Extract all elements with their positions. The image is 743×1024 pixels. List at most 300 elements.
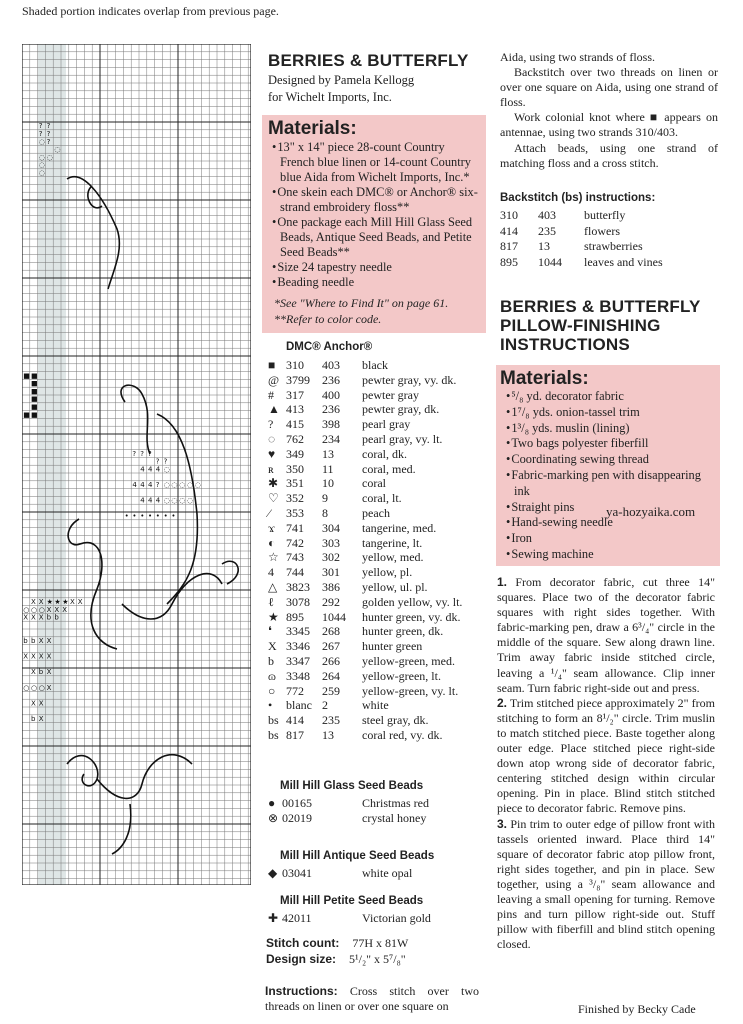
stitching-note: Aida, using two strands of floss.	[500, 50, 655, 64]
backstitch-anchor: 403	[538, 208, 556, 222]
chart-symbol: ?	[46, 130, 51, 138]
chart-symbol: ◌	[187, 496, 194, 505]
dmc-number: 772	[286, 683, 304, 698]
stitch-count-label: Stitch count:	[266, 936, 340, 950]
anchor-number: 304	[322, 520, 340, 535]
anchor-number: 267	[322, 639, 340, 654]
floss-symbol: ℓ	[268, 594, 274, 609]
bead-symbol: ●	[268, 796, 276, 810]
step-number: 1.	[497, 575, 508, 589]
instructions-intro	[265, 984, 479, 1014]
floss-color-name: coral red, vy. dk.	[362, 727, 443, 742]
chart-symbol: ★	[54, 598, 61, 606]
chart-symbol: ○	[31, 683, 38, 692]
backstitch-row	[500, 255, 715, 271]
floss-row	[268, 713, 488, 728]
dmc-number: 741	[286, 520, 304, 535]
anchor-header: Anchor®	[323, 341, 373, 353]
floss-symbol: ■	[268, 358, 276, 372]
floss-symbol: ?	[268, 417, 274, 432]
pillow-materials-item: • Two bags polyester fiberfill	[506, 436, 716, 452]
floss-symbol: ♥	[268, 446, 276, 461]
chart-symbol: ■	[31, 403, 38, 411]
floss-row	[268, 565, 488, 580]
stitching-note: Backstitch over two threads on linen or over one square on Aida, using one strand of floss.	[500, 65, 718, 110]
materials-note: *See "Where to Find It" on page 61.	[274, 296, 449, 310]
chart-symbol: ○	[23, 605, 30, 614]
floss-symbol: b	[268, 653, 274, 668]
floss-row	[268, 654, 488, 669]
anchor-number: 236	[322, 402, 340, 417]
bead-group-heading: Mill Hill Petite Seed Beads	[280, 895, 424, 907]
floss-row	[268, 373, 488, 388]
floss-color-name: black	[362, 358, 388, 372]
chart-symbol: X	[38, 715, 44, 723]
chart-symbol: X	[46, 637, 52, 645]
stitch-count	[266, 936, 408, 951]
floss-color-name: coral, lt.	[362, 491, 402, 506]
chart-symbol: X	[38, 598, 44, 606]
materials-item: • 13" x 14" piece 28-count Country French blue linen or 14-count Country blue Aida from Wichelt Imports, Inc.*	[272, 140, 482, 185]
floss-row	[268, 698, 488, 713]
dmc-number: 3078	[286, 594, 310, 609]
floss-color-name: yellow-green, lt.	[362, 668, 441, 683]
dmc-header: DMC®	[286, 341, 321, 353]
floss-row	[268, 417, 488, 432]
pattern-title: BERRIES & BUTTERFLY	[268, 51, 469, 70]
anchor-number: 259	[322, 683, 340, 698]
pillow-materials-item: • Coordinating sewing thread	[506, 452, 716, 468]
floss-symbol: ✱	[268, 476, 279, 491]
instructions-label: Instructions:	[265, 984, 338, 998]
pillow-materials-list	[506, 389, 716, 563]
backstitch-dmc: 414	[500, 223, 518, 238]
chart-symbol: X	[31, 598, 36, 606]
floss-color-name: pewter gray, vy. dk.	[362, 372, 457, 387]
backstitch-dmc: 310	[500, 208, 518, 222]
floss-color-name: peach	[362, 505, 390, 520]
chart-symbol: 4	[132, 481, 137, 489]
materials-item: • One skein each DMC® or Anchor® six-strand embroidery floss**	[272, 185, 482, 215]
floss-color-name: pewter gray, dk.	[362, 402, 440, 417]
chart-symbol: ◌	[179, 481, 186, 489]
bead-row	[268, 811, 488, 826]
chart-symbol: ◌	[54, 145, 61, 154]
chart-symbol: X	[70, 598, 75, 606]
chart-symbol: b	[46, 613, 52, 622]
floss-symbol: ❛	[268, 624, 272, 639]
floss-color-name: pearl gray	[362, 417, 411, 432]
bead-number: 00165	[282, 796, 312, 810]
design-size-value: 5¹/₂" x 5⁷/₈"	[349, 952, 406, 966]
chart-symbol: •	[148, 512, 153, 521]
chart-symbol: •	[163, 512, 168, 521]
pillow-step	[497, 817, 715, 953]
bead-symbol: ✚	[268, 911, 279, 925]
chart-symbol: 4	[148, 481, 153, 489]
dmc-number: 895	[286, 609, 304, 624]
anchor-number: 8	[322, 505, 328, 520]
chart-symbol: 4	[148, 465, 153, 474]
chart-symbol: ■	[23, 371, 30, 380]
backstitch-use: leaves and vines	[584, 254, 663, 269]
bead-symbol: ◆	[268, 866, 278, 880]
design-size	[266, 952, 406, 967]
materials-box	[262, 115, 486, 333]
chart-symbol: ?	[155, 481, 160, 489]
chart-symbol: ◌	[171, 481, 178, 489]
pillow-materials-item: • ⁵/₈ yd. decorator fabric	[506, 389, 716, 405]
anchor-number: 398	[322, 417, 340, 432]
watermark: ya-hozyaika.com	[606, 504, 696, 519]
dmc-number: 3799	[286, 372, 310, 387]
anchor-number: 386	[322, 579, 340, 594]
floss-color-name: tangerine, med.	[362, 520, 437, 535]
chart-symbol: ◌	[46, 153, 53, 162]
stitching-note: Attach beads, using one strand of matching floss and a cross stitch.	[500, 140, 718, 170]
chart-symbol: ★	[46, 598, 53, 606]
floss-symbol: ▲	[268, 402, 280, 417]
floss-symbol: @	[268, 372, 280, 387]
floss-row	[268, 610, 488, 625]
step-number: 2.	[497, 695, 508, 710]
backstitch-anchor: 235	[538, 223, 556, 238]
anchor-number: 234	[322, 431, 340, 446]
floss-symbol: ☆	[268, 550, 279, 565]
anchor-number: 292	[322, 594, 340, 609]
chart-symbol: X	[77, 598, 83, 606]
chart-symbol: ?	[46, 122, 51, 131]
chart-symbol: X	[38, 637, 44, 645]
chart-symbol: 4	[140, 465, 145, 474]
floss-color-name: coral, med.	[362, 461, 416, 476]
chart-symbol: X	[46, 605, 52, 614]
pillow-materials-item: • Iron	[506, 531, 716, 547]
chart-symbol: 4	[140, 481, 145, 489]
floss-color-name: pewter gray	[362, 387, 419, 402]
floss-symbol: ʀ	[268, 461, 274, 476]
backstitch-table	[500, 208, 715, 270]
floss-row	[268, 684, 488, 699]
dmc-number: 742	[286, 535, 304, 550]
dmc-number: 317	[286, 387, 304, 402]
floss-symbol: X	[268, 639, 277, 654]
chart-symbol: X	[38, 699, 44, 708]
chart-symbol: X	[31, 652, 36, 661]
materials-heading: Materials:	[268, 118, 357, 139]
materials-item: • Size 24 tapestry needle	[272, 260, 482, 275]
chart-symbol: X	[46, 668, 52, 677]
backstitch-anchor: 1044	[538, 254, 562, 269]
dmc-number: blanc	[286, 698, 312, 713]
floss-row	[268, 728, 488, 743]
pillow-materials-item: • 1⁷/₈ yds. onion-tassel trim	[506, 405, 716, 421]
floss-symbol: bs	[268, 713, 279, 728]
chart-symbol: ◌	[38, 137, 45, 146]
chart-symbol: ■	[31, 387, 38, 396]
backstitch-row	[500, 208, 715, 224]
step-text: Pin trim to outer edge of pillow front with tassels oriented inward. Place third 14" square of decorator fabric atop pillow front, right sides together, and pin in place. Sew together, using a ³/₈" seam allowance and leaving a small opening for turning. Remove pins and turn pillow right-side out. Stuff pillow with fiberfill and blind stitch opening closed.	[497, 816, 715, 952]
dmc-number: 743	[286, 550, 304, 565]
anchor-number: 264	[322, 668, 340, 683]
chart-symbol: •	[124, 512, 129, 521]
backstitch-heading: Backstitch (bs) instructions:	[500, 192, 656, 204]
anchor-number: 2	[322, 698, 328, 713]
dmc-number: 3823	[286, 579, 310, 594]
backstitch-anchor: 13	[538, 239, 550, 253]
floss-row	[268, 388, 488, 403]
design-size-label: Design size:	[266, 952, 337, 966]
chart-symbol: ■	[23, 410, 30, 419]
chart-symbol: X	[46, 683, 52, 692]
anchor-number: 10	[322, 476, 334, 491]
pillow-step	[497, 575, 715, 696]
backstitch-dmc: 817	[500, 239, 518, 253]
bead-group-heading: Mill Hill Glass Seed Beads	[280, 780, 424, 792]
materials-item: • Beading needle	[272, 275, 482, 290]
backstitch-row	[500, 224, 715, 240]
chart-symbol: X	[38, 613, 44, 622]
floss-symbol: ★	[268, 609, 279, 624]
floss-row	[268, 639, 488, 654]
bead-color-name: Christmas red	[362, 796, 429, 810]
bead-number: 03041	[282, 866, 312, 880]
company: for Wichelt Imports, Inc.	[268, 90, 392, 104]
dmc-number: 349	[286, 446, 304, 461]
anchor-number: 236	[322, 372, 340, 387]
anchor-number: 268	[322, 624, 340, 639]
floss-row	[268, 624, 488, 639]
floss-color-name: hunter green, dk.	[362, 624, 444, 639]
chart-symbol: ◌	[171, 496, 178, 505]
chart-symbol: ◌	[38, 161, 45, 170]
chart-symbol: ○	[38, 683, 45, 692]
chart-symbol: ?	[148, 449, 152, 458]
floss-row	[268, 447, 488, 462]
bead-number: 42011	[282, 911, 312, 925]
floss-symbol: ♡	[268, 491, 279, 506]
backstitch-use: butterfly	[584, 208, 626, 222]
anchor-number: 11	[322, 461, 334, 476]
floss-color-name: coral	[362, 476, 386, 491]
floss-symbol: ⁄	[268, 505, 271, 520]
chart-symbol: X	[46, 652, 52, 661]
chart-symbol: ◌	[38, 153, 45, 162]
floss-symbol: ◐	[268, 535, 276, 550]
chart-symbol: ?	[155, 457, 160, 466]
chart-symbol: ◌	[38, 169, 45, 177]
floss-symbol: #	[268, 387, 274, 402]
floss-color-name: yellow, ul. pl.	[362, 579, 428, 594]
floss-row	[268, 402, 488, 417]
floss-row	[268, 521, 488, 536]
chart-symbol: X	[31, 613, 36, 622]
floss-color-name: yellow-green, med.	[362, 653, 455, 668]
chart-symbol: ★	[62, 598, 69, 606]
pillow-materials-item: • Fabric-marking pen with disappearing ink	[506, 468, 716, 500]
bead-row	[268, 911, 488, 926]
floss-row	[268, 595, 488, 610]
chart-symbol: 4	[140, 496, 145, 505]
step-text: Trim stitched piece approximately 2" from stitching to form an 8¹/₂" circle. Trim muslin to match stitched piece. Baste together along outer edge. Place stitched piece right-side down atop wrong side of decorator fabric, centering stitched design within circular opening. Pin in place. Blind stitch stitched piece to decorator fabric. Remove pins.	[497, 695, 715, 816]
chart-symbol: •	[132, 512, 137, 521]
chart-symbol: ?	[46, 137, 51, 146]
anchor-number: 400	[322, 387, 340, 402]
pillow-step	[497, 696, 715, 817]
floss-row	[268, 536, 488, 551]
bead-row	[268, 796, 488, 811]
bead-symbol: ⊗	[268, 811, 279, 825]
floss-color-name: coral, dk.	[362, 446, 407, 461]
backstitch-use: strawberries	[584, 239, 643, 253]
dmc-number: 413	[286, 402, 304, 417]
chart-symbol: ■	[31, 395, 38, 404]
chart-symbol: ?	[38, 122, 43, 131]
dmc-number: 3348	[286, 668, 310, 683]
floss-color-name: yellow-green, vy. lt.	[362, 683, 459, 698]
backstitch-use: flowers	[584, 223, 620, 238]
pillow-steps	[497, 575, 715, 952]
dmc-number: 353	[286, 505, 304, 520]
dmc-number: 310	[286, 358, 304, 372]
stitching-note: Work colonial knot where ■ appears on antennae, using two strands 310/403.	[500, 110, 718, 140]
floss-color-name: hunter green, vy. dk.	[362, 609, 461, 624]
chart-symbol: X	[23, 613, 28, 622]
chart-symbol: •	[171, 512, 176, 521]
floss-symbol: bs	[268, 727, 279, 742]
anchor-number: 403	[322, 358, 340, 372]
pillow-materials-item: • Sewing machine	[506, 547, 716, 563]
chart-symbol: b	[31, 715, 36, 723]
pillow-materials-box	[496, 365, 720, 566]
anchor-number: 303	[322, 535, 340, 550]
chart-symbol: 4	[148, 496, 153, 505]
dmc-number: 351	[286, 476, 304, 491]
floss-symbol: ϫ	[268, 520, 275, 535]
chart-symbol: 4	[155, 465, 161, 474]
floss-row	[268, 432, 488, 447]
bead-number: 02019	[282, 811, 312, 825]
dmc-number: 3346	[286, 639, 310, 654]
chart-symbol: •	[155, 512, 160, 521]
finisher-credit: Finished by Becky Cade	[578, 1002, 696, 1016]
dmc-number: 817	[286, 727, 304, 742]
chart-symbol: ■	[31, 379, 38, 388]
dmc-number: 3345	[286, 624, 310, 639]
dmc-number: 352	[286, 491, 304, 506]
chart-symbol: X	[62, 605, 67, 614]
floss-row	[268, 462, 488, 477]
materials-list	[272, 140, 482, 290]
floss-row	[268, 358, 488, 373]
instructions-text: Cross stitch over two threads on linen or over one square on	[265, 984, 479, 1014]
dmc-number: 350	[286, 461, 304, 476]
dmc-number: 414	[286, 713, 304, 728]
floss-row	[268, 506, 488, 521]
floss-color-name: golden yellow, vy. lt.	[362, 594, 463, 609]
floss-symbol: △	[268, 579, 278, 594]
floss-symbol: 4	[268, 565, 274, 580]
floss-symbol: ɷ	[268, 668, 276, 683]
chart-symbol: •	[140, 512, 145, 521]
step-number: 3.	[497, 816, 508, 831]
chart-symbol: X	[31, 699, 36, 708]
step-text: From decorator fabric, cut three 14" squares. Place two of the decorator fabric squares with right sides together. With fabric-marking pen, draw a 6³/₄" circle in the middle of the square. Sew along drawn line. Trim away fabric inside stitched circle, leaving a ¹/₄" seam allowance. Clip inner seam. Turn fabric right-side out and press.	[497, 575, 715, 695]
dmc-number: 3347	[286, 653, 310, 668]
anchor-number: 13	[322, 727, 334, 742]
chart-symbol: ◌	[163, 496, 170, 505]
bead-row	[268, 866, 488, 881]
anchor-number: 235	[322, 713, 340, 728]
chart-symbol: ■	[31, 371, 38, 380]
backstitch-row	[500, 239, 715, 255]
stitch-count-value: 77H x 81W	[352, 936, 409, 950]
floss-color-name: yellow, pl.	[362, 565, 413, 580]
chart-symbol: ?	[163, 457, 168, 466]
chart-symbol: ○	[38, 605, 45, 614]
chart-symbol: ◌	[194, 481, 201, 489]
chart-symbol: ◌	[187, 481, 194, 489]
floss-row	[268, 580, 488, 595]
designer: Designed by Pamela Kellogg	[268, 73, 415, 87]
chart-symbol: ◌	[163, 481, 170, 489]
chart-symbol: ?	[38, 130, 43, 138]
floss-symbol: ◌	[268, 431, 276, 446]
floss-color-name: hunter green	[362, 639, 423, 654]
anchor-number: 301	[322, 565, 340, 580]
chart-symbol: X	[38, 652, 44, 661]
pillow-materials-item: • Straight pins	[506, 500, 716, 516]
chart-symbol: X	[54, 605, 60, 614]
materials-note: **Refer to color code.	[274, 312, 382, 326]
bead-color-name: white opal	[362, 866, 413, 880]
chart-symbol: ○	[31, 605, 38, 614]
chart-symbol: ?	[140, 449, 144, 458]
pillow-materials-heading: Materials:	[500, 368, 589, 389]
pillow-materials-item: • 1³/₈ yds. muslin (lining)	[506, 421, 716, 437]
anchor-number: 13	[322, 446, 334, 461]
anchor-number: 1044	[322, 609, 346, 624]
chart-symbol: ■	[31, 410, 38, 419]
stitching-notes	[500, 50, 718, 171]
floss-row	[268, 491, 488, 506]
floss-row	[268, 476, 488, 491]
chart-symbol: X	[31, 668, 36, 677]
backstitch-dmc: 895	[500, 254, 518, 269]
floss-row	[268, 669, 488, 684]
floss-symbol: •	[268, 698, 273, 713]
floss-table	[268, 358, 488, 743]
chart-symbol: b	[54, 613, 59, 622]
chart-symbol: 4	[155, 496, 161, 505]
pillow-title: BERRIES & BUTTERFLY PILLOW-FINISHING INSTRUCTIONS	[500, 297, 701, 354]
chart-symbol: b	[31, 637, 36, 645]
chart-symbol: ◌	[179, 496, 186, 505]
floss-color-name: steel gray, dk.	[362, 713, 429, 728]
dmc-number: 762	[286, 431, 304, 446]
dmc-number: 744	[286, 565, 304, 580]
floss-row	[268, 550, 488, 565]
overlap-note: Shaded portion indicates overlap from previous page.	[22, 4, 279, 18]
chart-symbol: ?	[132, 449, 137, 458]
floss-color-name: pearl gray, vy. lt.	[362, 431, 443, 446]
cross-stitch-chart	[22, 44, 251, 885]
anchor-number: 302	[322, 550, 340, 565]
bead-group-heading: Mill Hill Antique Seed Beads	[280, 850, 435, 862]
floss-color-name: yellow, med.	[362, 550, 424, 565]
chart-symbol: b	[38, 668, 44, 677]
floss-symbol: ○	[268, 683, 276, 698]
